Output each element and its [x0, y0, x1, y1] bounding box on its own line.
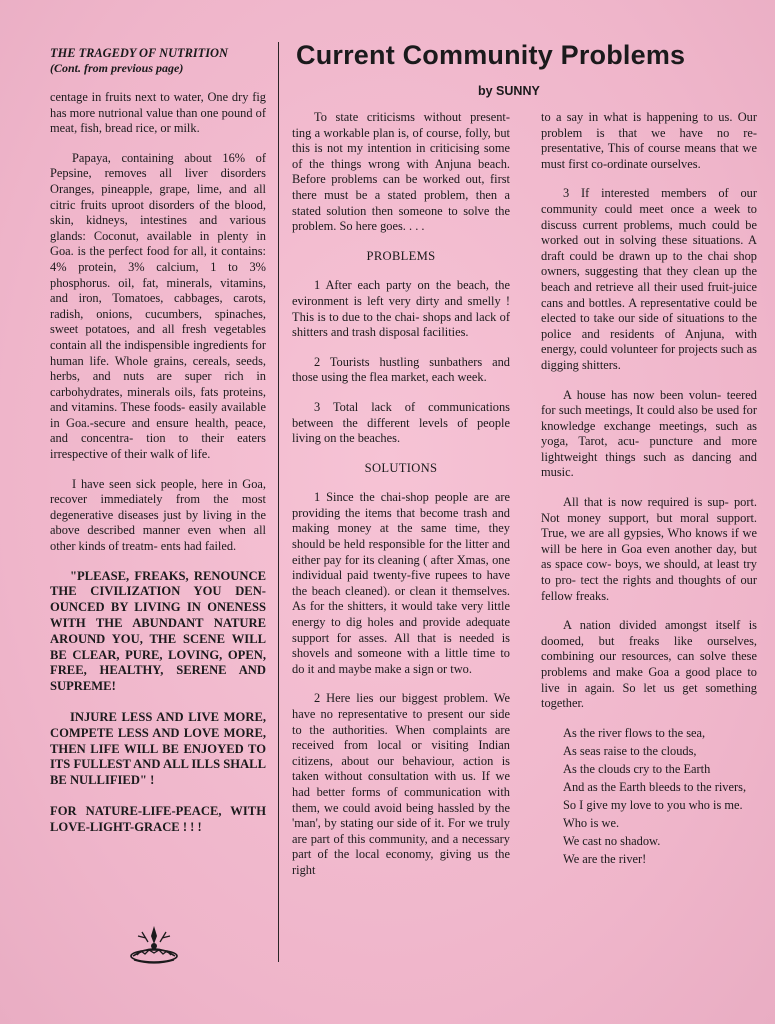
solution-item: 1 Since the chai-shop people are are providing the items that become trash and making money at the same time, they should be held responsible for the litter and either pay for its cleaning ( after Xmas, one individual paid twenty-five rupees to have the beach cleaned). or clean it themselves. As for the shitters, it would take very little energy to dig holes and provide adequate support for asses. All that is needed is shovels and someone with a little time to do it and maybe make a sign or two. — [292, 490, 510, 676]
appeal-paragraph: "PLEASE, FREAKS, RENOUNCE THE CIVILIZATION YOU DEN- OUNCED BY LIVING IN ONENESS WITH THE ABUNDANT NATURE AROUND YOU, THE SCENE WILL BE CLEAR, PURE, LOVING, OPEN, FREE, HEALTHY, SERENE AND SUPREME! — [50, 568, 266, 694]
left-paragraph: Papaya, containing about 16% of Pepsine, removes all liver disorders Oranges, pineapple, grape, lime, and all citric fruits uproot disorders of the blood, skin, kidneys, intestines and various glands: Coconut, available in plenty in Goa. is the perfect food for all, it contains: 4% protein, 3% calcium, 1 to 3% phosphorus. oil, fat, minerals, vitamins, and iron, Tomatoes, cabbages, carots, radish, onions, cucumbers, spinaches, sweet potatoes, and all fresh vegetables contain all the indispensible ingredients for human life. Whole grains, cereals, seeds, herbs, and nuts are super rich in carbohydrates, minerals oils, fats proteins, and vitamins. These foods- easily available in Goa.-secure and ensure health, peace, and concentra- tion to their eaters irrespective of their walk of life. — [50, 150, 266, 462]
middle-column — [292, 110, 510, 893]
right-column — [541, 110, 757, 871]
left-column — [50, 46, 266, 851]
poem-line: We are the river! — [563, 852, 647, 867]
column-divider — [278, 42, 279, 962]
closing-slogan: FOR NATURE-LIFE-PEACE, WITH LOVE-LIGHT-GRACE ! ! ! — [50, 803, 266, 834]
appeal-paragraph: INJURE LESS AND LIVE MORE, COMPETE LESS AND LOVE MORE, THEN LIFE WILL BE ENJOYED TO ITS FULLEST AND ALL ILLS SHALL BE NULLIFIED" ! — [50, 710, 266, 788]
right-paragraph: A nation divided amongst itself is doomed, but freaks like ourselves, combining our resources, can solve these problems and make Goa a good place to live in again. So let us get something together. — [541, 618, 757, 711]
left-paragraph: centage in fruits next to water, One dry fig has more nutrional value than one pound of meat, fish, bread rice, or milk. — [50, 90, 266, 136]
poem-line: So I give my love to you who is me. — [563, 798, 743, 813]
continued-note: (Cont. from previous page) — [50, 61, 184, 75]
solution-item: 2 Here lies our biggest problem. We have no representative to present our side to the authorities. When complaints are received from local or visiting Indian citizens, about our behaviour, action is taken without consultation with us. If we had better forms of communication with them, we could avoid being hassled by the 'man', by stating our side of it. For we truly are part of this community, and a necessary part of the local economy, giving us the right — [292, 691, 510, 877]
continued-paragraph: to a say in what is happening to us. Our problem is that we have no re- presentative, This of course means that we must first co-ordinate ourselves. — [541, 110, 757, 171]
problem-item: 2 Tourists hustling sunbathers and those using the flea market, each week. — [292, 354, 510, 385]
problem-item: 3 Total lack of communications between the different levels of people living on the beaches. — [292, 399, 510, 446]
problems-heading: PROBLEMS — [366, 248, 436, 263]
intro-paragraph: To state criticisms without present- ting a workable plan is, of course, folly, but this is not my intention in criticising some of the things wrong with Anjuna beach. Before problems can be worked out, first there must be a stated problem, then a stated solution then someone to solve the problem. So here goes. . . . — [292, 110, 510, 234]
continued-header — [50, 46, 266, 76]
lotus-lamp-icon — [128, 920, 180, 966]
continued-article-title: THE TRAGEDY OF NUTRITION — [50, 46, 228, 60]
problem-item: 1 After each party on the beach, the evironment is left very dirty and smelly ! This is to due to the chai- shops and lack of shitters and trash disposal facilities. — [292, 278, 510, 340]
article-title: Current Community Problems — [296, 40, 686, 70]
right-paragraph: 3 If interested members of our community could meet once a week to discuss current problems, much could be worked out in solving these situations. A draft could be drawn up to the chai shop owners, suggesting that they clean up the beach and retrieve all their used fruit-juice cans and bottles. A representative could be elected to take our side of situations to the police and residents of Anjuna, with energy, could volunteer for projects such as digging shitters. — [541, 186, 757, 372]
poem-line: Who is we. — [563, 816, 620, 831]
solutions-heading: SOLUTIONS — [364, 460, 438, 475]
poem-line: And as the Earth bleeds to the rivers, — [563, 780, 747, 795]
poem-line: We cast no shadow. — [563, 834, 661, 849]
poem — [541, 726, 757, 868]
right-paragraph: A house has now been volun- teered for such meetings, It could also be used for knowledge exchange meetings, such as yoga, Tarot, acu- puncture and more lightweight things such as dancing and music. — [541, 387, 757, 480]
poem-line: As the clouds cry to the Earth — [563, 761, 711, 776]
right-paragraph: All that is now required is sup- port. Not money support, but moral support. True, we are all gypsies, Who knows if we will be here in Goa even another day, but as space cow- boys, we should, at least try to pro- tect the rights and thoughts of our fellow freaks. — [541, 495, 757, 603]
left-paragraph: I have seen sick people, here in Goa, recover immediately from the most degenerative diseases just by living in the above described manner even when all other kinds of treatm- ents had failed. — [50, 476, 266, 554]
poem-line: As seas raise to the clouds, — [563, 743, 697, 758]
article-byline: by SUNNY — [478, 84, 540, 98]
poem-line: As the river flows to the sea, — [563, 725, 706, 740]
